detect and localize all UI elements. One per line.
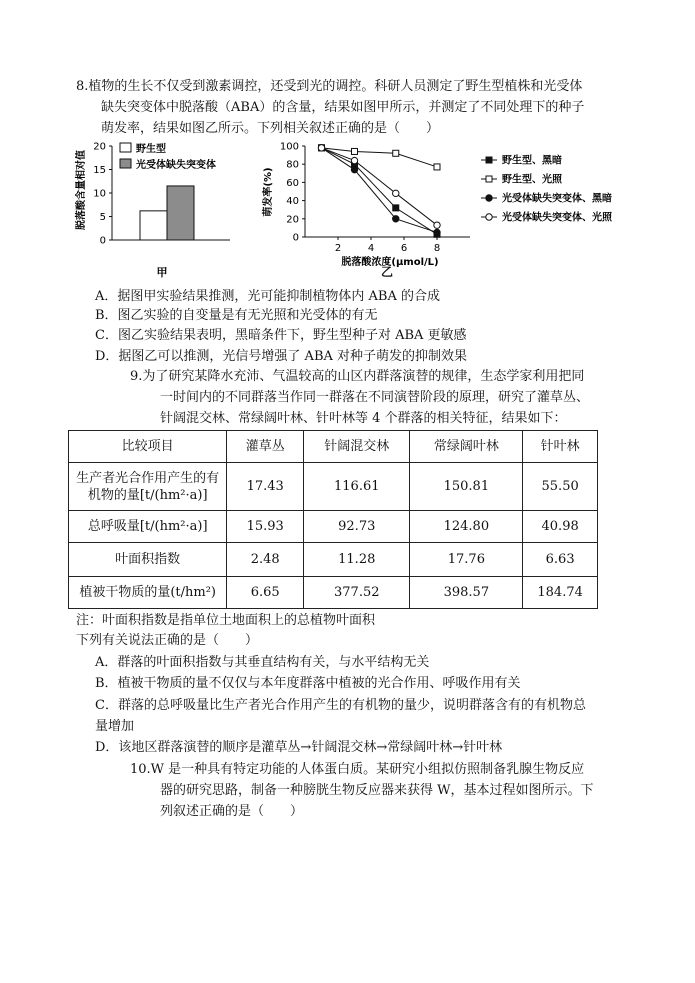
- table-cell: 植被干物质的量(t/hm²): [69, 577, 227, 609]
- table-cell: 17.76: [410, 543, 523, 577]
- table-header: 常绿阔叶林: [410, 431, 523, 463]
- jia-legend-swatch: [120, 159, 131, 168]
- q8-stem-line1: 8.植物的生长不仅受到激素调控，还受到光的调控。科研人员测定了野生型植株和光受体: [76, 79, 583, 94]
- jia-caption: 甲: [156, 266, 168, 279]
- table-cell: 116.61: [304, 463, 410, 511]
- yi-legend-label: 光受体缺失突变体、黑暗: [502, 193, 612, 205]
- jia-legend-label: 光受体缺失突变体: [136, 160, 216, 171]
- q9-option-b: B．植被干物质的量不仅仅与本年度群落中植被的光合作用、呼吸作用有关: [95, 676, 521, 691]
- jia-y-tick-label: 15: [93, 165, 106, 176]
- yi-y-tick-label: 20: [286, 214, 299, 226]
- table-cell: 6.63: [523, 543, 598, 577]
- q9-stem-line1: 9.为了研究某降水充沛、气温较高的山区内群落演替的规律，生态学家利用把同: [130, 369, 585, 384]
- yi-series-line-1: [322, 148, 438, 167]
- jia-ylabel: 脱落酸含量相对值: [76, 150, 87, 230]
- jia-y-tick-label: 10: [93, 188, 106, 200]
- table-cell: 6.65: [227, 577, 304, 609]
- table-cell: 11.28: [304, 543, 410, 577]
- table-header: 针阔混交林: [304, 431, 410, 463]
- table-cell: 叶面积指数: [69, 543, 227, 577]
- table-cell: 40.98: [523, 511, 598, 543]
- yi-legend-label: 光受体缺失突变体、光照: [502, 212, 612, 224]
- q9-table: [68, 430, 598, 609]
- q8-option-d: D．据图乙可以推测，光信号增强了 ABA 对种子萌发的抑制效果: [95, 349, 468, 364]
- yi-xlabel: 脱落酸浓度(μmol/L): [341, 257, 439, 268]
- jia-bar-0: [140, 211, 167, 240]
- yi-point-s0: [393, 205, 399, 211]
- yi-x-tick-label: 4: [367, 243, 375, 254]
- jia-legend-swatch: [120, 143, 131, 152]
- yi-x-tick-label: 8: [433, 243, 441, 254]
- q9-option-c-cont: 量增加: [95, 719, 135, 734]
- table-cell: 184.74: [523, 577, 598, 609]
- yi-point-s1: [434, 164, 440, 170]
- table-header: 灌草丛: [227, 431, 304, 463]
- q9-stem-line2: 一时间内的不同群落当作同一群落在不同演替阶段的原理，研究了灌草丛、: [160, 390, 590, 405]
- yi-point-s2: [434, 229, 440, 235]
- jia-legend-label: 野生型: [136, 144, 166, 155]
- yi-point-s2: [393, 216, 399, 222]
- q8-option-b: B．图乙实验的自变量是有无光照和光受体的有无: [95, 308, 378, 323]
- yi-point-s1: [393, 150, 399, 156]
- q8-stem-line3: 萌发率，结果如图乙所示。下列相关叙述正确的是（ ）: [101, 121, 440, 136]
- yi-legend-marker: [486, 195, 492, 201]
- chart-yi: [255, 140, 665, 270]
- yi-y-tick-label: 0: [292, 232, 299, 244]
- q9-option-a: A．群落的叶面积指数与其垂直结构有关，与水平结构无关: [95, 655, 430, 670]
- table-row: [69, 511, 598, 543]
- yi-y-tick-label: 80: [286, 159, 299, 171]
- yi-legend-marker: [486, 214, 492, 220]
- table-row: [69, 463, 598, 511]
- q9-note: 注：叶面积指数是指单位土地面积上的总植物叶面积: [76, 613, 376, 628]
- yi-y-tick-label: 40: [286, 196, 299, 208]
- table-cell: 124.80: [410, 511, 523, 543]
- table-cell: 377.52: [304, 577, 410, 609]
- table-cell: 17.43: [227, 463, 304, 511]
- yi-legend-label: 野生型、黑暗: [502, 155, 562, 167]
- q9-option-d: D．该地区群落演替的顺序是灌草丛→针阔混交林→常绿阔叶林→针叶林: [95, 740, 503, 755]
- q10-stem-line1: 10.W 是一种具有特定功能的人体蛋白质。某研究小组拟仿照制备乳腺生物反应: [130, 762, 585, 777]
- table-row: [69, 543, 598, 577]
- q8-option-c: C．图乙实验结果表明，黑暗条件下，野生型种子对 ABA 更敏感: [95, 328, 467, 343]
- table-cell: 55.50: [523, 463, 598, 511]
- yi-caption: 乙: [381, 265, 394, 279]
- yi-y-tick-label: 100: [279, 141, 299, 153]
- table-cell: 398.57: [410, 577, 523, 609]
- q8-stem-line2: 缺失突变体中脱落酸（ABA）的含量，结果如图甲所示，并测定了不同处理下的种子: [101, 100, 585, 115]
- jia-y-tick-label: 0: [99, 235, 106, 247]
- table-cell: 150.81: [410, 463, 523, 511]
- yi-point-s2: [351, 166, 357, 172]
- yi-x-tick-label: 6: [400, 243, 408, 254]
- q9-stem-line3: 针阔混交林、常绿阔叶林、针叶林等 4 个群落的相关特征，结果如下：: [160, 411, 567, 426]
- yi-ylabel: 萌发率(%): [263, 167, 274, 217]
- yi-legend-marker: [486, 157, 492, 163]
- table-header: 比较项目: [69, 431, 227, 463]
- table-cell: 15.93: [227, 511, 304, 543]
- yi-x-tick-label: 2: [334, 243, 342, 254]
- q9-option-c: C．群落的总呼吸量比生产者光合作用产生的有机物的量少，说明群落含有的有机物总: [95, 698, 586, 713]
- yi-y-tick-label: 60: [286, 177, 299, 189]
- table-header: 针叶林: [523, 431, 598, 463]
- yi-legend-label: 野生型、光照: [502, 174, 562, 186]
- table-cell: 总呼吸量[t/(hm²·a)]: [69, 511, 227, 543]
- table-cell: 2.48: [227, 543, 304, 577]
- table-header-row: [69, 431, 598, 463]
- yi-legend-marker: [486, 176, 492, 182]
- yi-point-s3: [351, 157, 357, 163]
- yi-point-s1: [352, 148, 358, 154]
- jia-bar-1: [167, 186, 194, 240]
- q10-stem-line2: 器的研究思路，制备一种膀胱生物反应器来获得 W，基本过程如图所示。下: [160, 783, 594, 798]
- table-cell: 92.73: [304, 511, 410, 543]
- table-cell: 生产者光合作用产生的有机物的量[t/(hm²·a)]: [69, 463, 227, 511]
- q9-ask: 下列有关说法正确的是（ ）: [76, 633, 259, 648]
- q8-option-a: A．据图甲实验结果推测，光可能抑制植物体内 ABA 的合成: [95, 289, 440, 304]
- q10-stem-line3: 列叙述正确的是（ ）: [160, 804, 304, 819]
- jia-y-tick-label: 20: [93, 141, 106, 153]
- jia-y-tick-label: 5: [99, 212, 106, 223]
- chart-jia: [70, 140, 245, 280]
- yi-point-s3: [434, 222, 440, 228]
- yi-point-s3: [393, 190, 399, 196]
- yi-point-s3: [318, 145, 324, 151]
- table-row: [69, 577, 598, 609]
